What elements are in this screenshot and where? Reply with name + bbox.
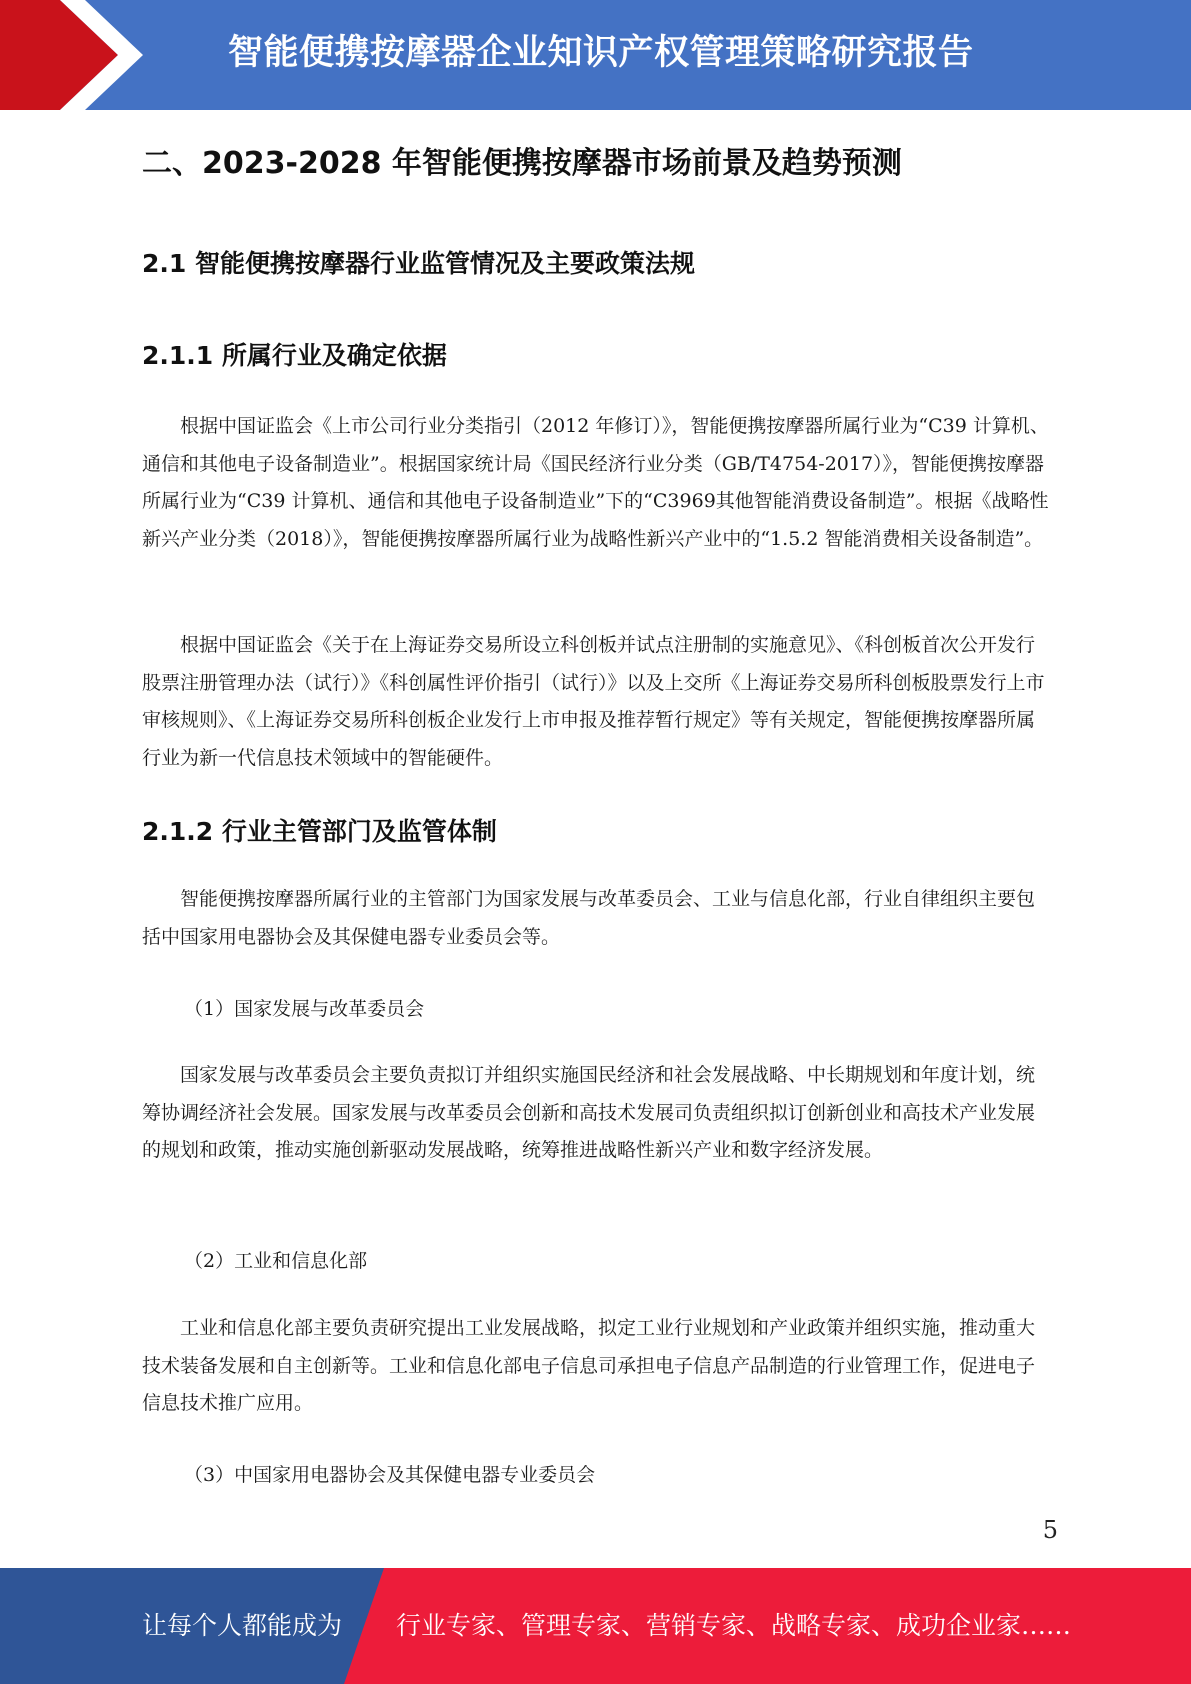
page-footer-banner <box>0 1568 1191 1684</box>
report-title: 智能便携按摩器企业知识产权管理策略研究报告 <box>228 33 974 73</box>
section-heading: 二、2023-2028 年智能便携按摩器市场前景及趋势预测 <box>142 146 902 181</box>
header-chevron-decoration <box>0 0 150 110</box>
part1-paragraph-2: 根据中国证监会《关于在上海证券交易所设立科创板并试点注册制的实施意见》、《科创板首次公开发行股票注册管理办法（试行）》《科创属性评价指引（试行）》以及上交所《上海证券交易所科创板股票发行上市审核规则》、《上海证券交易所科创板企业发行上市申报及推荐暂行规定》等有关规定，智能便携按摩器所属行业为新一代信息技术领域中的智能硬件。 <box>142 634 1045 769</box>
part1-heading: 2.1.1 所属行业及确定依据 <box>142 341 447 370</box>
part2-heading: 2.1.2 行业主管部门及监管体制 <box>142 817 497 846</box>
page-header-banner <box>0 0 1191 110</box>
footer-slogan-right: 行业专家、管理专家、营销专家、战略专家、成功企业家…… <box>396 1611 1072 1640</box>
subsection-heading: 2.1 智能便携按摩器行业监管情况及主要政策法规 <box>142 249 695 278</box>
item-2-label: （2）工业和信息化部 <box>184 1250 368 1272</box>
item-3-label: （3）中国家用电器协会及其保健电器专业委员会 <box>184 1464 596 1486</box>
footer-slogan-left: 让每个人都能成为 <box>142 1611 343 1640</box>
page-number: 5 <box>1042 1516 1058 1544</box>
item-1-paragraph: 国家发展与改革委员会主要负责拟订并组织实施国民经济和社会发展战略、中长期规划和年度计划，统筹协调经济社会发展。国家发展与改革委员会创新和高技术发展司负责组织拟订创新创业和高技术产业发展的规划和政策，推动实施创新驱动发展战略，统筹推进战略性新兴产业和数字经济发展。 <box>142 1064 1036 1161</box>
item-2-paragraph: 工业和信息化部主要负责研究提出工业发展战略，拟定工业行业规划和产业政策并组织实施，推动重大技术装备发展和自主创新等。工业和信息化部电子信息司承担电子信息产品制造的行业管理工作，促进电子信息技术推广应用。 <box>142 1317 1036 1414</box>
part2-intro-paragraph: 智能便携按摩器所属行业的主管部门为国家发展与改革委员会、工业与信息化部，行业自律组织主要包括中国家用电器协会及其保健电器专业委员会等。 <box>142 888 1036 948</box>
item-1-label: （1）国家发展与改革委员会 <box>184 998 425 1020</box>
part1-paragraph-1: 根据中国证监会《上市公司行业分类指引（2012 年修订）》，智能便携按摩器所属行业为“C39 计算机、通信和其他电子设备制造业”。根据国家统计局《国民经济行业分类（GB/T4754-2017）》，智能便携按摩器所属行业为“C39 计算机、通信和其他电子设备制造业”下的“C3969其他智能消费设备制造”。根据《战略性新兴产业分类（2018）》，智能便携按摩器所属行业为战略性新兴产业中的“1.5.2 智能消费相关设备制造”。 <box>142 415 1049 550</box>
